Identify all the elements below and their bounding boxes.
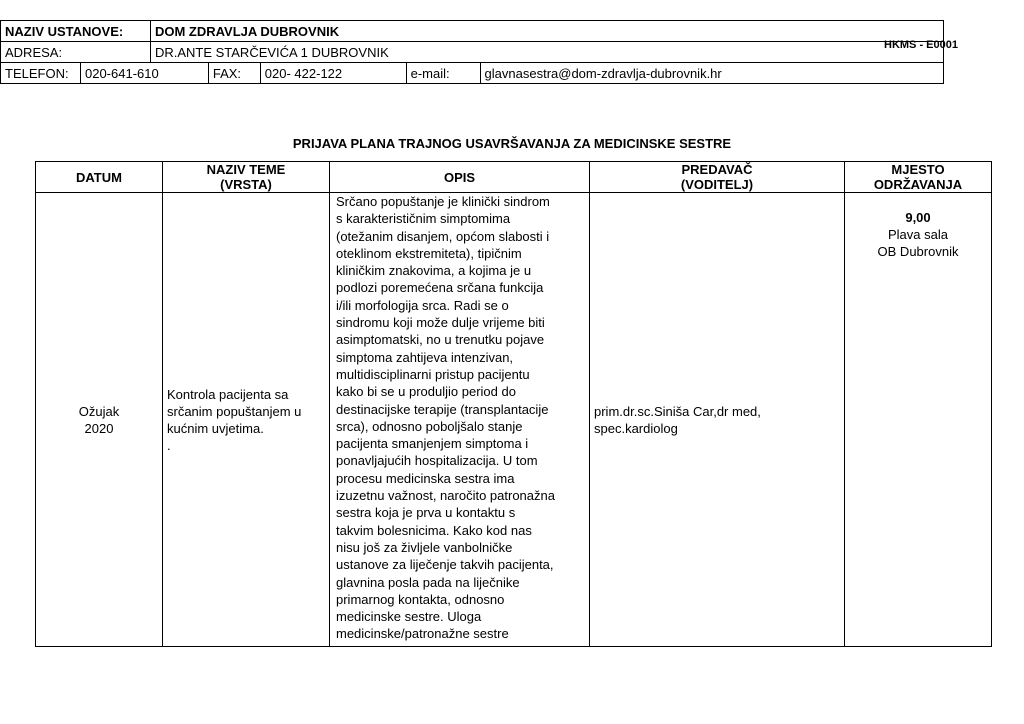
column-header-date: DATUM xyxy=(36,162,163,193)
table-header-row xyxy=(36,162,992,193)
description-cell: Srčano popuštanje je klinički sindrom s karakterističnim simptomima (otežanim disanjem, općom slabosti i oteklinom ekstremiteta), tipičnim kliničkim znakovima, a kojima je u podlozi poremećena srčana funkcija i/ili morfologija srca. Radi se o sindromu koji može dulje vrijeme biti asimptomatski, no u trenutku pojave simptoma zahtijeva intenzivan, multidisciplinarni pristup pacijentu kako bi se u produljio period do destinacijske terapije (transplantacije srca), odnosno poboljšalo stanje pacijenta smanjenjem simptoma i ponavljajućih hospitalizacija. U tom procesu medicinska sestra ima izuzetnu važnost, naročito patronažna sestra koja je prva u kontaktu s takvim bolesnicima. Kako kod nas nisu još za življele vanbolničke ustanove za liječenje takvih pacijenta, glavnina posla pada na liječnike primarnog kontakta, odnosno medicinske sestre. Uloga medicinske/patronažne sestre xyxy=(330,193,590,647)
lecturer-cell: prim.dr.sc.Siniša Car,dr med, spec.kardiolog xyxy=(590,193,845,647)
institution-name-label: NAZIV USTANOVE: xyxy=(1,21,151,42)
institution-name-row xyxy=(1,21,944,42)
venue-institution: OB Dubrovnik xyxy=(877,244,959,259)
address-row xyxy=(1,42,944,63)
phone-label: TELEFON: xyxy=(1,63,81,84)
form-code: HKMS - E0001 xyxy=(884,39,958,51)
table-row xyxy=(36,193,992,647)
column-header-description: OPIS xyxy=(330,162,590,193)
fax-label: FAX: xyxy=(208,63,260,84)
venue-room: Plava sala xyxy=(888,227,948,242)
date-cell: Ožujak 2020 xyxy=(36,193,163,647)
address-label: ADRESA: xyxy=(1,42,151,63)
education-plan-table xyxy=(35,161,992,647)
column-header-topic: NAZIV TEME (VRSTA) xyxy=(163,162,330,193)
email-value: glavnasestra@dom-zdravlja-dubrovnik.hr xyxy=(480,63,943,84)
fax-value: 020- 422-122 xyxy=(260,63,406,84)
institution-name-value: DOM ZDRAVLJA DUBROVNIK xyxy=(150,21,943,42)
institution-info-table xyxy=(0,20,944,84)
topic-cell: Kontrola pacijenta sa srčanim popuštanjem u kućnim uvjetima. . xyxy=(163,193,330,647)
column-header-venue: MJESTO ODRŽAVANJA xyxy=(845,162,992,193)
session-time: 9,00 xyxy=(905,210,931,225)
phone-value: 020-641-610 xyxy=(80,63,208,84)
venue-cell xyxy=(845,193,992,647)
column-header-lecturer: PREDAVAČ (VODITELJ) xyxy=(590,162,845,193)
address-value: DR.ANTE STARČEVIĆA 1 DUBROVNIK xyxy=(150,42,943,63)
email-label: e-mail: xyxy=(406,63,480,84)
document-title: PRIJAVA PLANA TRAJNOG USAVRŠAVANJA ZA MEDICINSKE SESTRE xyxy=(292,136,732,151)
contact-row xyxy=(1,63,944,84)
